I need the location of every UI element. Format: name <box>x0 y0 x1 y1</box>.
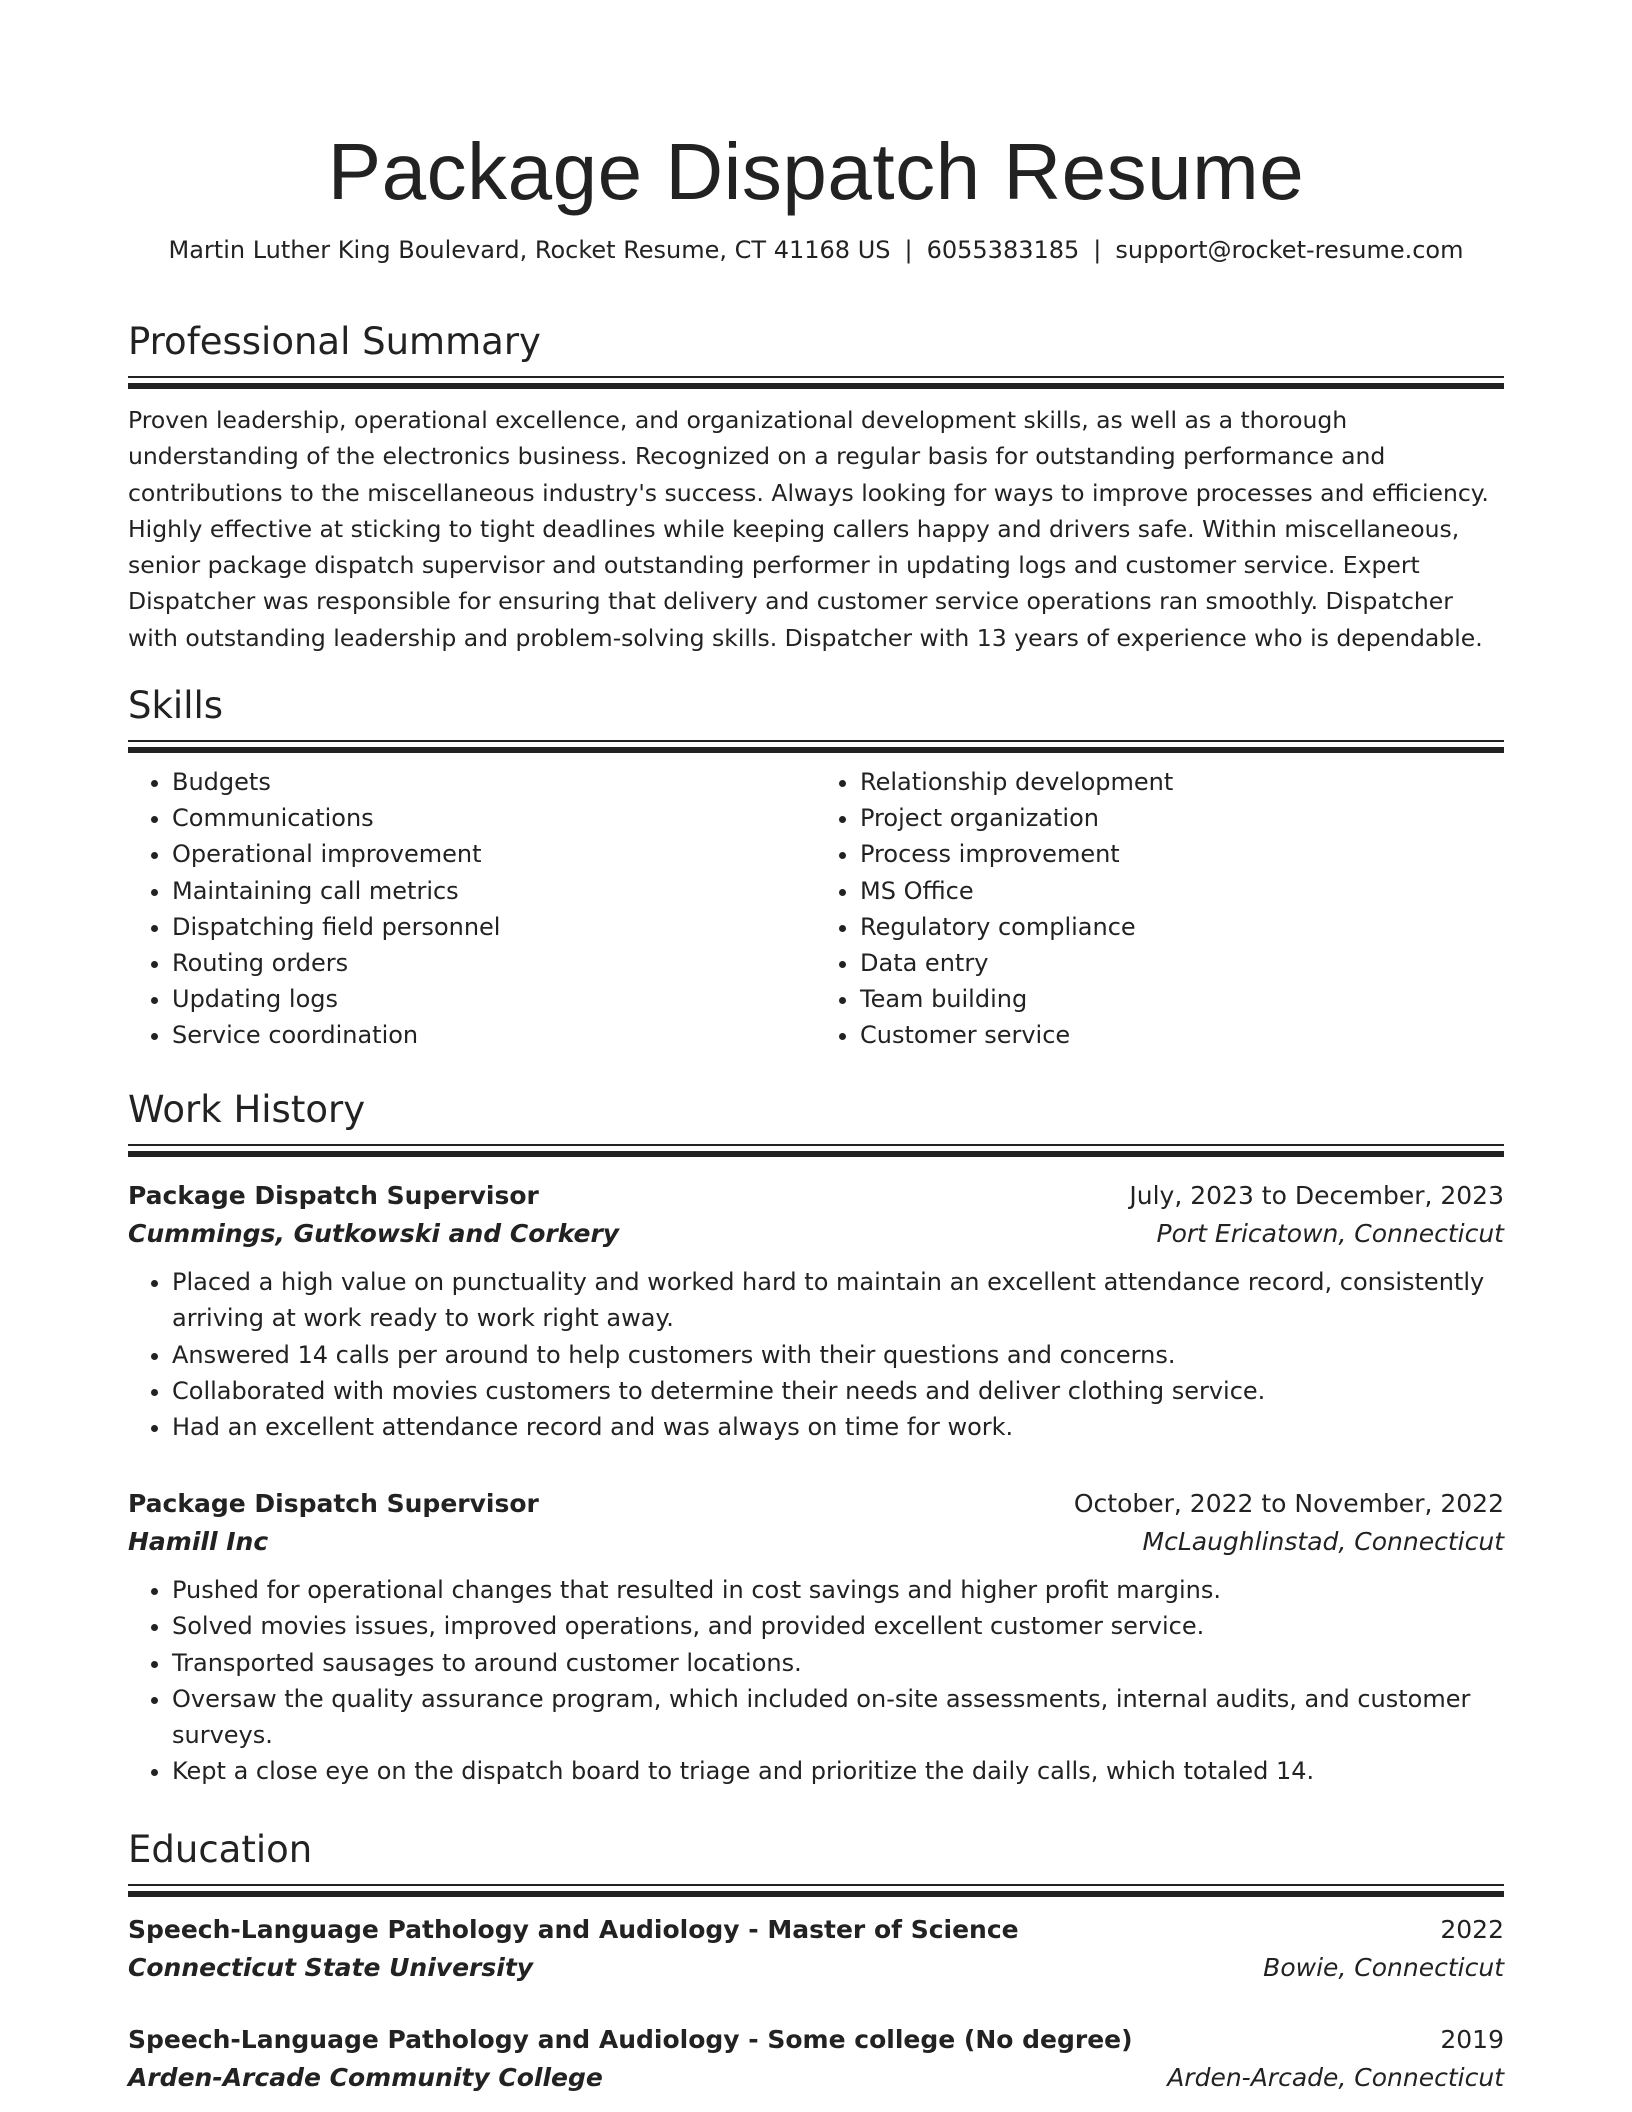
phone: 6055383185 <box>926 236 1080 264</box>
separator: | <box>904 236 913 264</box>
skills-column-right <box>816 764 1504 1054</box>
email-link[interactable]: support@rocket-resume.com <box>1115 236 1464 264</box>
school-location: Arden-Arcade, Connecticut <box>1167 2063 1504 2092</box>
skill-item: • Regulatory compliance <box>860 909 1504 945</box>
skill-item: • Service coordination <box>172 1017 816 1053</box>
job-bullet: • Pushed for operational changes that resulted in cost savings and higher profit margins. <box>172 1572 1504 1608</box>
education-section <box>128 1826 1504 1898</box>
skill-item: • Relationship development <box>860 764 1504 800</box>
job-bullets <box>128 1572 1504 1790</box>
skill-item: • Process improvement <box>860 836 1504 872</box>
work-history-section <box>128 1086 1504 1158</box>
job-header <box>128 1178 1504 1214</box>
skill-item: • Team building <box>860 981 1504 1017</box>
skill-item: • Budgets <box>172 764 816 800</box>
job-bullets <box>128 1264 1504 1445</box>
job-title: Package Dispatch Supervisor <box>128 1489 539 1518</box>
skill-item: • Maintaining call metrics <box>172 873 816 909</box>
job-subheader <box>128 1214 1504 1254</box>
job-bullet: • Kept a close eye on the dispatch board to triage and prioritize the daily calls, which totaled 14. <box>172 1753 1504 1789</box>
job-bullet: • Placed a high value on punctuality and worked hard to maintain an excellent attendance record, consistently arriving at work ready to work right away. <box>172 1264 1504 1337</box>
job-bullet: • Collaborated with movies customers to determine their needs and deliver clothing service. <box>172 1373 1504 1409</box>
job-bullet: • Oversaw the quality assurance program, which included on-site assessments, internal audits, and customer surveys. <box>172 1681 1504 1754</box>
skill-item: • Dispatching field personnel <box>172 909 816 945</box>
skill-item: • Communications <box>172 800 816 836</box>
contact-line <box>128 234 1504 266</box>
degree-name: Speech-Language Pathology and Audiology - Some college (No degree) <box>128 2025 1133 2054</box>
skill-item: • Updating logs <box>172 981 816 1017</box>
page-title: Package Dispatch Resume <box>327 127 1305 216</box>
job-subheader <box>128 1522 1504 1562</box>
education-header <box>128 1912 1504 1948</box>
skill-item: • Data entry <box>860 945 1504 981</box>
job-title: Package Dispatch Supervisor <box>128 1181 539 1210</box>
skill-item: • Routing orders <box>172 945 816 981</box>
job-dates: July, 2023 to December, 2023 <box>1129 1181 1504 1210</box>
job-header <box>128 1486 1504 1522</box>
skill-item: • Operational improvement <box>172 836 816 872</box>
section-divider <box>128 1884 1504 1898</box>
job-bullet: • Had an excellent attendance record and was always on time for work. <box>172 1409 1504 1445</box>
job-bullet: • Transported sausages to around customer locations. <box>172 1645 1504 1681</box>
job-dates: October, 2022 to November, 2022 <box>1073 1489 1504 1518</box>
section-heading-skills: Skills <box>128 684 224 727</box>
job-location: Port Ericatown, Connecticut <box>1156 1219 1504 1248</box>
job-bullet: • Solved movies issues, improved operations, and provided excellent customer service. <box>172 1608 1504 1644</box>
skills-list <box>128 764 1504 1054</box>
summary-section <box>128 318 1504 656</box>
skills-section <box>128 682 1504 1054</box>
company-name: Hamill Inc <box>128 1527 269 1556</box>
skill-item: • Project organization <box>860 800 1504 836</box>
education-entry <box>128 1912 1504 1988</box>
separator: | <box>1093 236 1102 264</box>
school-location: Bowie, Connecticut <box>1263 1953 1504 1982</box>
graduation-year: 2019 <box>1440 2025 1504 2054</box>
job-entry <box>128 1178 1504 1445</box>
resume-page <box>128 0 1504 2092</box>
skills-column-left <box>128 764 816 1054</box>
section-divider <box>128 1144 1504 1158</box>
company-name: Cummings, Gutkowski and Corkery <box>128 1219 620 1248</box>
education-header <box>128 2022 1504 2058</box>
job-location: McLaughlinstad, Connecticut <box>1142 1527 1504 1556</box>
job-bullet: • Answered 14 calls per around to help customers with their questions and concerns. <box>172 1337 1504 1373</box>
school-name: Connecticut State University <box>128 1953 534 1982</box>
address: Martin Luther King Boulevard, Rocket Resume, CT 41168 US <box>168 236 891 264</box>
job-entry <box>128 1486 1504 1790</box>
section-heading-work: Work History <box>128 1088 366 1131</box>
section-heading-summary: Professional Summary <box>128 320 541 363</box>
education-subheader <box>128 1948 1504 1988</box>
summary-text: Proven leadership, operational excellence, and organizational development skills, as well as a thorough understanding of the electronics business. Recognized on a regular basis for outstanding performance and contributions to the miscellaneous industry's success. Always looking for ways to improve processes and efficiency. Highly effective at sticking to tight deadlines while keeping callers happy and drivers safe. Within miscellaneous, senior package dispatch supervisor and outstanding performer in updating logs and customer service. Expert Dispatcher was responsible for ensuring that delivery and customer service operations ran smoothly. Dispatcher with outstanding leadership and problem-solving skills. Dispatcher with 13 years of experience who is dependable. <box>128 406 1489 652</box>
education-entry <box>128 2022 1504 2098</box>
skill-item: • MS Office <box>860 873 1504 909</box>
section-heading-education: Education <box>128 1828 313 1871</box>
school-name: Arden-Arcade Community College <box>128 2063 603 2092</box>
skill-item: • Customer service <box>860 1017 1504 1053</box>
graduation-year: 2022 <box>1440 1915 1504 1944</box>
degree-name: Speech-Language Pathology and Audiology - Master of Science <box>128 1915 1019 1944</box>
education-subheader <box>128 2058 1504 2098</box>
section-divider <box>128 376 1504 390</box>
section-divider <box>128 740 1504 754</box>
